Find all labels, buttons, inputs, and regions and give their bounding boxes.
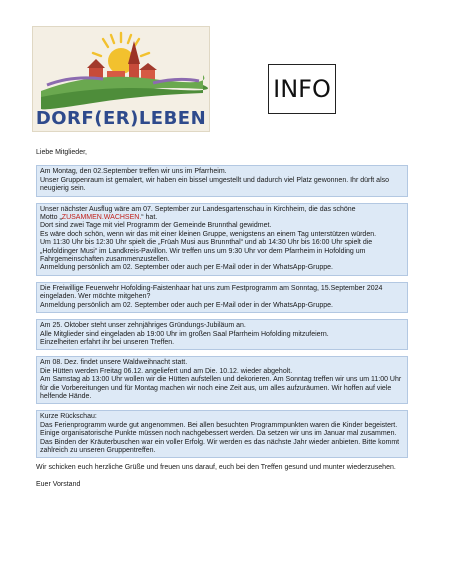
paragraph-anniversary: [36, 319, 408, 350]
paragraph-line: Die Hütten werden Freitag 06.12. angeliefert und am Die. 10.12. wieder abgeholt.: [40, 367, 293, 375]
paragraph-line: Anmeldung persönlich am 02. September oder auch per E-Mail oder in der WhatsApp-Gruppe.: [40, 264, 333, 272]
motto-highlight: ZUSAMMEN.WACHSEN.: [61, 214, 142, 222]
signature: Euer Vorstand: [36, 480, 81, 488]
paragraph-line: Einzelheiten erfahrt ihr bei unseren Treffen.: [40, 338, 175, 346]
paragraph-line: Am 25. Oktober steht unser zehnjähriges Gründungs-Jubiläum an.: [40, 322, 246, 330]
paragraph-line: Am Montag, den 02.September treffen wir uns im Pfarrheim.: [40, 168, 227, 176]
green-hills: [41, 75, 208, 109]
paragraph-forest-christmas: [36, 356, 408, 404]
info-label: INFO: [273, 75, 331, 103]
paragraph-fire-brigade: [36, 282, 408, 313]
paragraph-line: Am 08. Dez. findet unsere Waldweihnacht statt.: [40, 359, 188, 367]
paragraph-excursion: [36, 203, 408, 276]
greeting: Liebe Mitglieder,: [36, 149, 87, 156]
letter-body: [36, 149, 408, 489]
paragraph-line: Kurze Rückschau:: [40, 413, 97, 421]
paragraph-line: Am Samstag ab 13:00 Uhr wollen wir die Hütten aufstellen und dekorieren. Am Sonntag treffen wir uns um 11:00 Uhr für die Vorbereitungen und für Montag machen wir noch eine Zeit aus, um alles aufzuräumen. Wir hoffen auf viele helfende Hände.: [40, 376, 402, 400]
paragraph-line: Um 11:30 Uhr bis 12:30 Uhr spielt die „Früah Musi aus Brunnthal“ und ab 14:30 Uhr bis 16:00 Uhr spielt die „Hofoldinger Musi“ im Landkreis-Pavillon. Wir treffen uns um 9:30 Uhr vor dem Pfarrheim in Hofolding um Fahrgemeinschaften zusammenzustellen.: [40, 239, 373, 264]
paragraph-line: Alle Mitglieder sind eingeladen ab 19:00 Uhr im großen Saal Pfarrheim Hofolding mitzufeiern.: [40, 330, 329, 338]
paragraph-review: [36, 410, 408, 458]
paragraph-line: Es wäre doch schön, wenn wir das mit einer kleinen Gruppe, wenigstens an einem Tag unterstützen würden.: [40, 230, 377, 238]
paragraph-line: Unser nächster Ausflug wäre am 07. September zur Landesgartenschau in Kirchheim, die das schöne: [40, 205, 356, 213]
paragraph-meeting: [36, 165, 408, 196]
dorferleben-logo: [32, 26, 210, 132]
info-label-box: [268, 64, 336, 114]
logo-wordmark: DORF(ER)LEBEN: [35, 108, 207, 129]
motto-prefix: Motto „: [40, 214, 62, 222]
paragraph-line: Das Binden der Kräuterbuschen war ein voller Erfolg. Wir werden es das nächste Jahr wieder anbieten. Bitte kommt zahlreich zu unseren Gruppentreffen.: [40, 438, 400, 454]
motto-line: [40, 214, 404, 222]
paragraph-line: Dort sind zwei Tage mit viel Programm der Gemeinde Brunnthal gewidmet.: [40, 222, 272, 230]
paragraph-line: Anmeldung persönlich am 02. September oder auch per E-Mail oder in der WhatsApp-Gruppe.: [40, 301, 333, 309]
motto-suffix: “ hat.: [141, 214, 158, 222]
paragraph-line: Das Ferienprogramm wurde gut angenommen. Bei allen besuchten Programmpunkten waren die Kinder begeistert. Einige organisatorische Punkte müssen noch nachgebessert werden. Da setzen wir uns im Januar mal zusammen.: [40, 421, 398, 438]
paragraph-line: Unser Gruppenraum ist gemalert, wir haben ein bissel umgestellt und dadurch viel Platz gewonnen. Ihr dürft also neugierig sein.: [40, 176, 390, 193]
paragraph-line: Die Freiwillige Feuerwehr Hofolding-Faistenhaar hat uns zum Festprogramm am Sonntag, 15.September 2024 eingeladen. Wer möchte mitgehen?: [40, 284, 383, 301]
closing-text: Wir schicken euch herzliche Grüße und freuen uns darauf, euch bei den Treffen gesund und munter wiederzusehen.: [36, 464, 396, 472]
